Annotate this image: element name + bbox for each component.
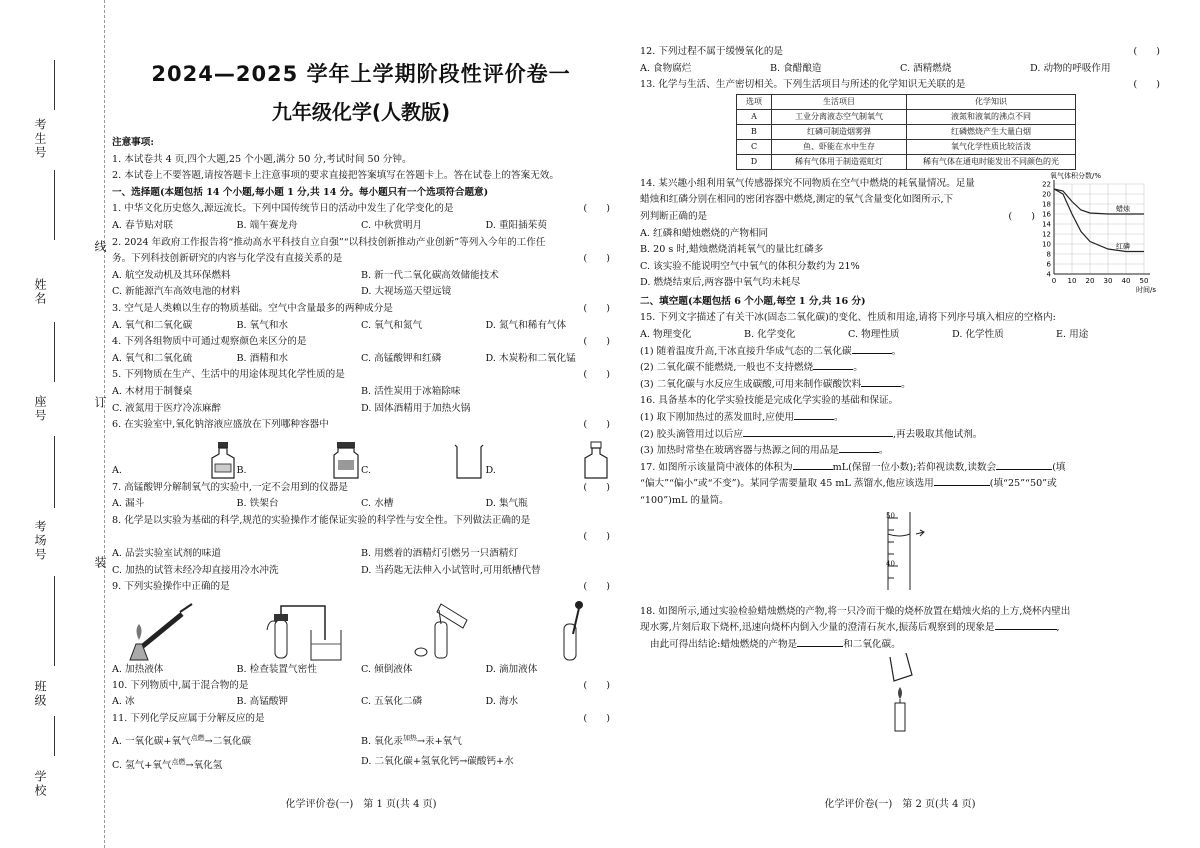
reaction-condition: 点燃 (190, 733, 205, 742)
options-row (112, 728, 610, 752)
airtightness-check-icon (265, 600, 343, 662)
option: D. 滴加液体 (485, 663, 538, 675)
x-tick-label: 30 (1103, 276, 1113, 285)
answer-blank[interactable] (996, 460, 1052, 470)
heating-test-tube-icon (126, 600, 196, 662)
question-stem: 现水雾,片刻后取下烧杯,迅速向烧杯内倒入少量的澄清石灰水,振荡后观察到的现象是 , (640, 622, 1060, 634)
page-two (640, 0, 1160, 848)
option: D. 木炭粉和二氧化锰 (485, 352, 576, 364)
options-row (112, 318, 610, 335)
answer-blank[interactable] (797, 637, 843, 647)
option: B. (236, 465, 247, 477)
options-row (112, 284, 610, 301)
options-row (112, 401, 610, 418)
question-stem: 11. 下列化学反应属于分解反应的是 ( ) (112, 711, 610, 728)
y-tick-label: 14 (1042, 220, 1051, 229)
option: C. 加热的试管未经冷却直接用冷水冲洗 (112, 564, 279, 576)
options-row (112, 268, 610, 285)
option: C. 液氮用于医疗冷冻麻醉 (112, 402, 222, 414)
answer-blank[interactable] (995, 620, 1057, 630)
knowledge-table (736, 94, 1076, 170)
sub-question: (1) 取下刚加热过的蒸发皿时,应使用 。 (640, 411, 844, 423)
answer-blank[interactable] (793, 460, 833, 470)
reaction-condition: 点燃 (171, 757, 186, 766)
series-label: 红磷 (1116, 242, 1130, 251)
answer-bracket: ( ) (583, 581, 610, 593)
sub-question: (2) 胶头滴管用过以后应 ,再去吸取其他试剂。 (640, 428, 983, 440)
option: B. 食醋酿造 (770, 62, 822, 74)
sub-question: (3) 加热时常垫在玻璃容器与热源之间的用品是 。 (640, 445, 889, 457)
answer-blank[interactable] (743, 427, 893, 437)
option: B. 20 s 时,蜡烛燃烧消耗氧气的量比红磷多 (640, 244, 824, 256)
sub-question: (3) 二氧化碳与水反应生成碳酸,可用来制作碳酸饮料 。 (640, 378, 911, 390)
options-row (112, 218, 610, 235)
option: D. 当药匙无法伸入小试管时,可用纸槽代替 (361, 564, 541, 576)
margin-label-exam-number: 考生号 (33, 118, 47, 160)
sub-question: (2) 二氧化碳不能燃烧,一般也不支持燃烧 。 (640, 362, 863, 374)
margin-label-exam-room: 考场号 (33, 520, 47, 562)
answer-bracket: ( ) (1008, 210, 1035, 222)
answer-blank[interactable] (794, 410, 834, 420)
answer-blank[interactable] (934, 476, 990, 486)
option: C. 氧气和氮气 (361, 319, 423, 331)
series-line-2 (1054, 189, 1144, 252)
option: D. 海水 (485, 696, 519, 708)
option: B. 酒精和水 (236, 352, 289, 364)
margin-line (54, 60, 55, 110)
answer-bracket: ( ) (583, 253, 610, 265)
answer-blank[interactable] (839, 443, 879, 453)
question-stem: 14. 某兴趣小组利用氧气传感器探究不同物质在空气中燃烧的耗氧量情况。足量 (640, 177, 975, 189)
margin-line (54, 322, 55, 382)
y-tick-label: 18 (1042, 200, 1051, 209)
options-row (640, 61, 1160, 78)
answer-bracket: ( ) (583, 531, 610, 543)
notice-line: 2. 本试卷上不要答题,请按答题卡上注意事项的要求直接把答案填写在答题卡上。答在试卷上的答案无效。 (112, 170, 559, 182)
option: B. 新一代二氧化碳高效储能技术 (361, 269, 499, 281)
y-tick-label: 20 (1042, 190, 1051, 199)
option: D. 燃烧结束后,两容器中氧气均未耗尽 (640, 277, 801, 289)
option: A. 氧气和二氧化碳 (112, 319, 193, 331)
options-row (112, 351, 610, 368)
option: C. 水槽 (361, 498, 394, 510)
option: A. 春节贴对联 (112, 219, 173, 231)
question-stem: 蜡烛和红磷分别在相同的密闭容器中燃烧,测定的氧气含量变化如图所示,下 (640, 194, 954, 206)
table-header-row (737, 94, 1076, 109)
option: C. 该实验不能说明空气中氧气的体积分数约为 21% (640, 260, 860, 272)
y-tick-label: 12 (1042, 230, 1051, 239)
option: B. 端午赛龙舟 (236, 219, 298, 231)
exam-title: 2024—2025 学年上学期阶段性评价卷一 (151, 62, 571, 86)
answer-bracket: ( ) (1133, 46, 1160, 57)
option: A. 一氧化碳+氧气$^{点燃}$→二氧化碳 (112, 733, 252, 747)
options-row (112, 546, 610, 563)
option: C. 倾倒液体 (361, 663, 413, 675)
table-row: A 工业分离液态空气制氧气 液氮和液氧的沸点不同 (737, 109, 1076, 124)
table-row: B 红磷可制造烟雾弹 红磷燃烧产生大量白烟 (737, 124, 1076, 139)
answer-bracket: ( ) (583, 419, 610, 431)
x-tick-label: 40 (1121, 276, 1131, 285)
table-header: 选项 (737, 94, 772, 109)
options-row (112, 662, 610, 678)
y-tick-label: 22 (1042, 180, 1051, 189)
option: D. 集气瓶 (485, 498, 528, 510)
answer-bracket: ( ) (583, 369, 610, 381)
option: C. 新能源汽车高效电池的材料 (112, 286, 241, 298)
question-stem: 8. 化学是以实验为基础的科学,规范的实验操作才能保证实验的科学性与安全性。下列做法正确的是 (112, 514, 531, 526)
margin-cut-line: 装 (93, 556, 107, 568)
margin-line (54, 576, 55, 666)
container-options-row (112, 434, 610, 480)
beaker-icon (452, 442, 486, 480)
question-stem: 4. 下列各组物质中可通过观察颜色来区分的是 ( ) (112, 334, 610, 351)
option: B. 高锰酸钾 (236, 696, 289, 708)
options-row (112, 496, 610, 513)
option: C. 高锰酸钾和红磷 (361, 352, 442, 364)
option: A. 品尝实验室试剂的味道 (112, 548, 221, 560)
option: B. 氧气和水 (236, 319, 289, 331)
exam-subtitle: 九年级化学(人教版) (271, 100, 451, 124)
answer-bracket: ( ) (583, 336, 610, 348)
answer-bracket: ( ) (583, 302, 610, 314)
options-row (640, 327, 1160, 344)
option: C. 氢气+氧气$^{点燃}$→氧化氢 (112, 757, 223, 771)
section-heading: 二、填空题(本题包括 6 个小题,每空 1 分,共 16 分) (640, 295, 866, 307)
option: C. 物理性质 (848, 328, 900, 340)
lab-operations-figures (112, 596, 610, 662)
cylinder-figure (640, 510, 1160, 592)
question-stem: 由此可得出结论:蜡烛燃烧的产物是 和二氧化碳。 (650, 638, 901, 650)
margin-line (54, 436, 55, 508)
sub-question: (1) 随着温度升高,干冰直接升华成气态的二氧化碳 。 (640, 345, 902, 357)
candle-beaker-icon (884, 653, 924, 733)
option: B. 氧化汞$^{加热}$→汞+氧气 (361, 733, 462, 747)
table-row: D 稀有气体用于制造霓虹灯 稀有气体在通电时能发出不同颜色的光 (737, 154, 1076, 169)
question-stem: 10. 下列物质中,属于混合物的是 ( ) (112, 678, 610, 695)
page-one (112, 0, 610, 848)
graduated-cylinder-icon (868, 510, 938, 592)
option: B. 活性炭用于冰箱除味 (361, 385, 461, 397)
option: A. (112, 465, 122, 477)
y-tick-label: 6 (1046, 260, 1051, 269)
scale-label: 50 (886, 511, 895, 520)
option: D. (485, 465, 496, 477)
question-stem: 18. 如图所示,通过实验检验蜡烛燃烧的产物,将一只冷而干燥的烧杯放置在蜡烛火焰的上方,烧杯内壁出 (640, 605, 1071, 617)
question-stem: 17. 如图所示该量筒中液体的体积为 mL(保留一位小数);若仰视读数,读数会 (填 (640, 461, 1066, 473)
margin-line (54, 170, 55, 240)
options-row (112, 694, 610, 711)
margin-cut-line: 订 (93, 396, 107, 408)
question-stem: 2. 2024 年政府工作报告将“推动高水平科技自立自强”“以科技创新推动产业创新”等列入今年的工作任 (112, 236, 546, 248)
candle-figure (640, 653, 1160, 733)
option: B. 检查装置气密性 (236, 663, 317, 675)
question-stem: “偏大”“偏小”或“不变”)。某同学需要量取 45 mL 蒸馏水,他应该选用 (填“25”“50”或 (640, 478, 1057, 490)
question-stem: 12. 下列过程不属于缓慢氧化的是 ( ) (640, 44, 1160, 61)
margin-label-seat: 座号 (33, 395, 47, 423)
series-label: 蜡烛 (1116, 204, 1130, 213)
option: C. 五氧化二磷 (361, 696, 423, 708)
question-stem: 列判断正确的是 ( ) (640, 209, 1035, 226)
scale-label: 40 (886, 559, 895, 568)
question-stem: 6. 在实验室中,氧化钠溶液应盛放在下列哪种容器中 ( ) (112, 417, 610, 434)
margin-label-name: 姓名 (33, 278, 47, 306)
option: D. 二氧化碳+氢氧化钙→碳酸钙+水 (361, 755, 514, 767)
y-tick-label: 10 (1042, 240, 1051, 249)
x-tick-label: 10 (1067, 276, 1077, 285)
question-stem: 15. 下列文字描述了有关干冰(固态二氧化碳)的变化、性质和用途,请将下列序号填入相应的空格内: (640, 312, 1056, 324)
question-stem: 务。下列科技创新研究的内容与化学没有直接关系的是 ( ) (112, 251, 610, 268)
margin-label-class: 班级 (33, 680, 47, 708)
question-stem: 9. 下列实验操作中正确的是 ( ) (112, 579, 610, 596)
page-footer: 化学评价卷(一) 第 1 页(共 4 页) (285, 799, 437, 810)
answer-bracket: ( ) (583, 679, 610, 691)
option: A. 加热液体 (112, 663, 164, 675)
option: A. 氧气和二氧化硫 (112, 352, 193, 364)
option: A. 冰 (112, 696, 135, 708)
option: D. 大视场巡天望远镜 (361, 286, 452, 298)
question-stem: 5. 下列物质在生产、生活中的用途体现其化学性质的是 ( ) (112, 367, 610, 384)
option: A. 食物腐烂 (640, 62, 692, 74)
notice-heading: 注意事项: (112, 137, 154, 148)
pouring-liquid-icon (411, 600, 477, 662)
option: D. 化学性质 (952, 328, 1004, 340)
margin-cut-line: 线 (93, 240, 107, 252)
table-row: C 鱼、虾能在水中生存 氧气化学性质比较活泼 (737, 139, 1076, 154)
x-tick-label: 0 (1051, 276, 1057, 285)
option: A. 航空发动机及其环保燃料 (112, 269, 231, 281)
y-tick-label: 4 (1046, 270, 1051, 279)
table-header: 化学知识 (907, 94, 1076, 109)
question-stem: 13. 化学与生活、生产密切相关。下列生活项目与所述的化学知识无关联的是 ( ) (640, 77, 1160, 94)
answer-bracket: ( ) (583, 713, 610, 725)
margin-label-school: 学校 (33, 770, 47, 798)
option: D. 氮气和稀有气体 (485, 319, 567, 331)
option: A. 物理变化 (640, 328, 692, 340)
y-axis-label: 氧气体积分数/% (1050, 171, 1102, 180)
page-footer: 化学评价卷(一) 第 2 页(共 4 页) (824, 799, 976, 810)
wide-mouth-bottle-icon (331, 440, 361, 480)
option: C. 酒精燃烧 (900, 62, 952, 74)
option: D. 动物的呼吸作用 (1030, 62, 1111, 74)
x-axis-label: 时间/s (1136, 285, 1156, 294)
question-stem: 1. 中华文化历史悠久,源远流长。下列中国传统节日的活动中发生了化学变化的是 ( ) (112, 201, 610, 218)
answer-blank[interactable] (852, 344, 892, 354)
binding-margin (0, 0, 105, 848)
answer-bracket: ( ) (583, 203, 610, 215)
series-line-1 (1054, 189, 1144, 214)
option: C. (361, 465, 372, 477)
table-header: 生活项目 (772, 94, 907, 109)
question-stem: “100”)mL 的量筒。 (640, 494, 729, 506)
answer-blank[interactable] (861, 377, 901, 387)
option: B. 用燃着的酒精灯引燃另一只酒精灯 (361, 548, 519, 560)
reagent-bottle-icon (582, 440, 610, 480)
y-tick-label: 16 (1042, 210, 1051, 219)
notice-line: 1. 本试卷共 4 页,四个大题,25 个小题,满分 50 分,考试时间 50 分钟。 (112, 153, 412, 165)
dropping-liquid-icon (546, 600, 596, 662)
option: D. 固体酒精用于加热火锅 (361, 402, 471, 414)
x-tick-label: 50 (1139, 276, 1149, 285)
y-tick-label: 8 (1046, 250, 1051, 259)
question-stem: 7. 高锰酸钾分解制氧气的实验中,一定不会用到的仪器是 ( ) (112, 480, 610, 497)
option: A. 漏斗 (112, 498, 145, 510)
question-stem: 3. 空气是人类赖以生存的物质基础。空气中含量最多的两种成分是 ( ) (112, 301, 610, 318)
option: A. 红磷和蜡烛燃烧的产物相同 (640, 227, 769, 239)
reaction-condition: 加热 (402, 733, 417, 742)
answer-bracket: ( ) (583, 481, 610, 493)
option: B. 铁架台 (236, 498, 279, 510)
narrow-mouth-bottle-icon (209, 440, 237, 480)
section-heading: 一、选择题(本题包括 14 个小题,每小题 1 分,共 14 分。每小题只有一个选项符合题意) (112, 186, 489, 198)
option: C. 中秋赏明月 (361, 219, 423, 231)
answer-bracket: ( ) (1133, 79, 1160, 91)
options-row (112, 563, 610, 580)
option: E. 用途 (1056, 328, 1089, 340)
options-row (112, 384, 610, 401)
x-tick-label: 20 (1085, 276, 1095, 285)
margin-line (54, 716, 55, 756)
option: B. 化学变化 (744, 328, 796, 340)
option: A. 木材用于制餐桌 (112, 385, 193, 397)
question-stem: 16. 具备基本的化学实验技能是完成化学实验的基础和保证。 (640, 395, 899, 407)
q14-block (640, 171, 1160, 294)
answer-blank[interactable] (813, 360, 853, 370)
oxygen-chart (1032, 170, 1156, 298)
options-row (112, 752, 610, 776)
option: D. 重阳插茱萸 (485, 219, 547, 231)
